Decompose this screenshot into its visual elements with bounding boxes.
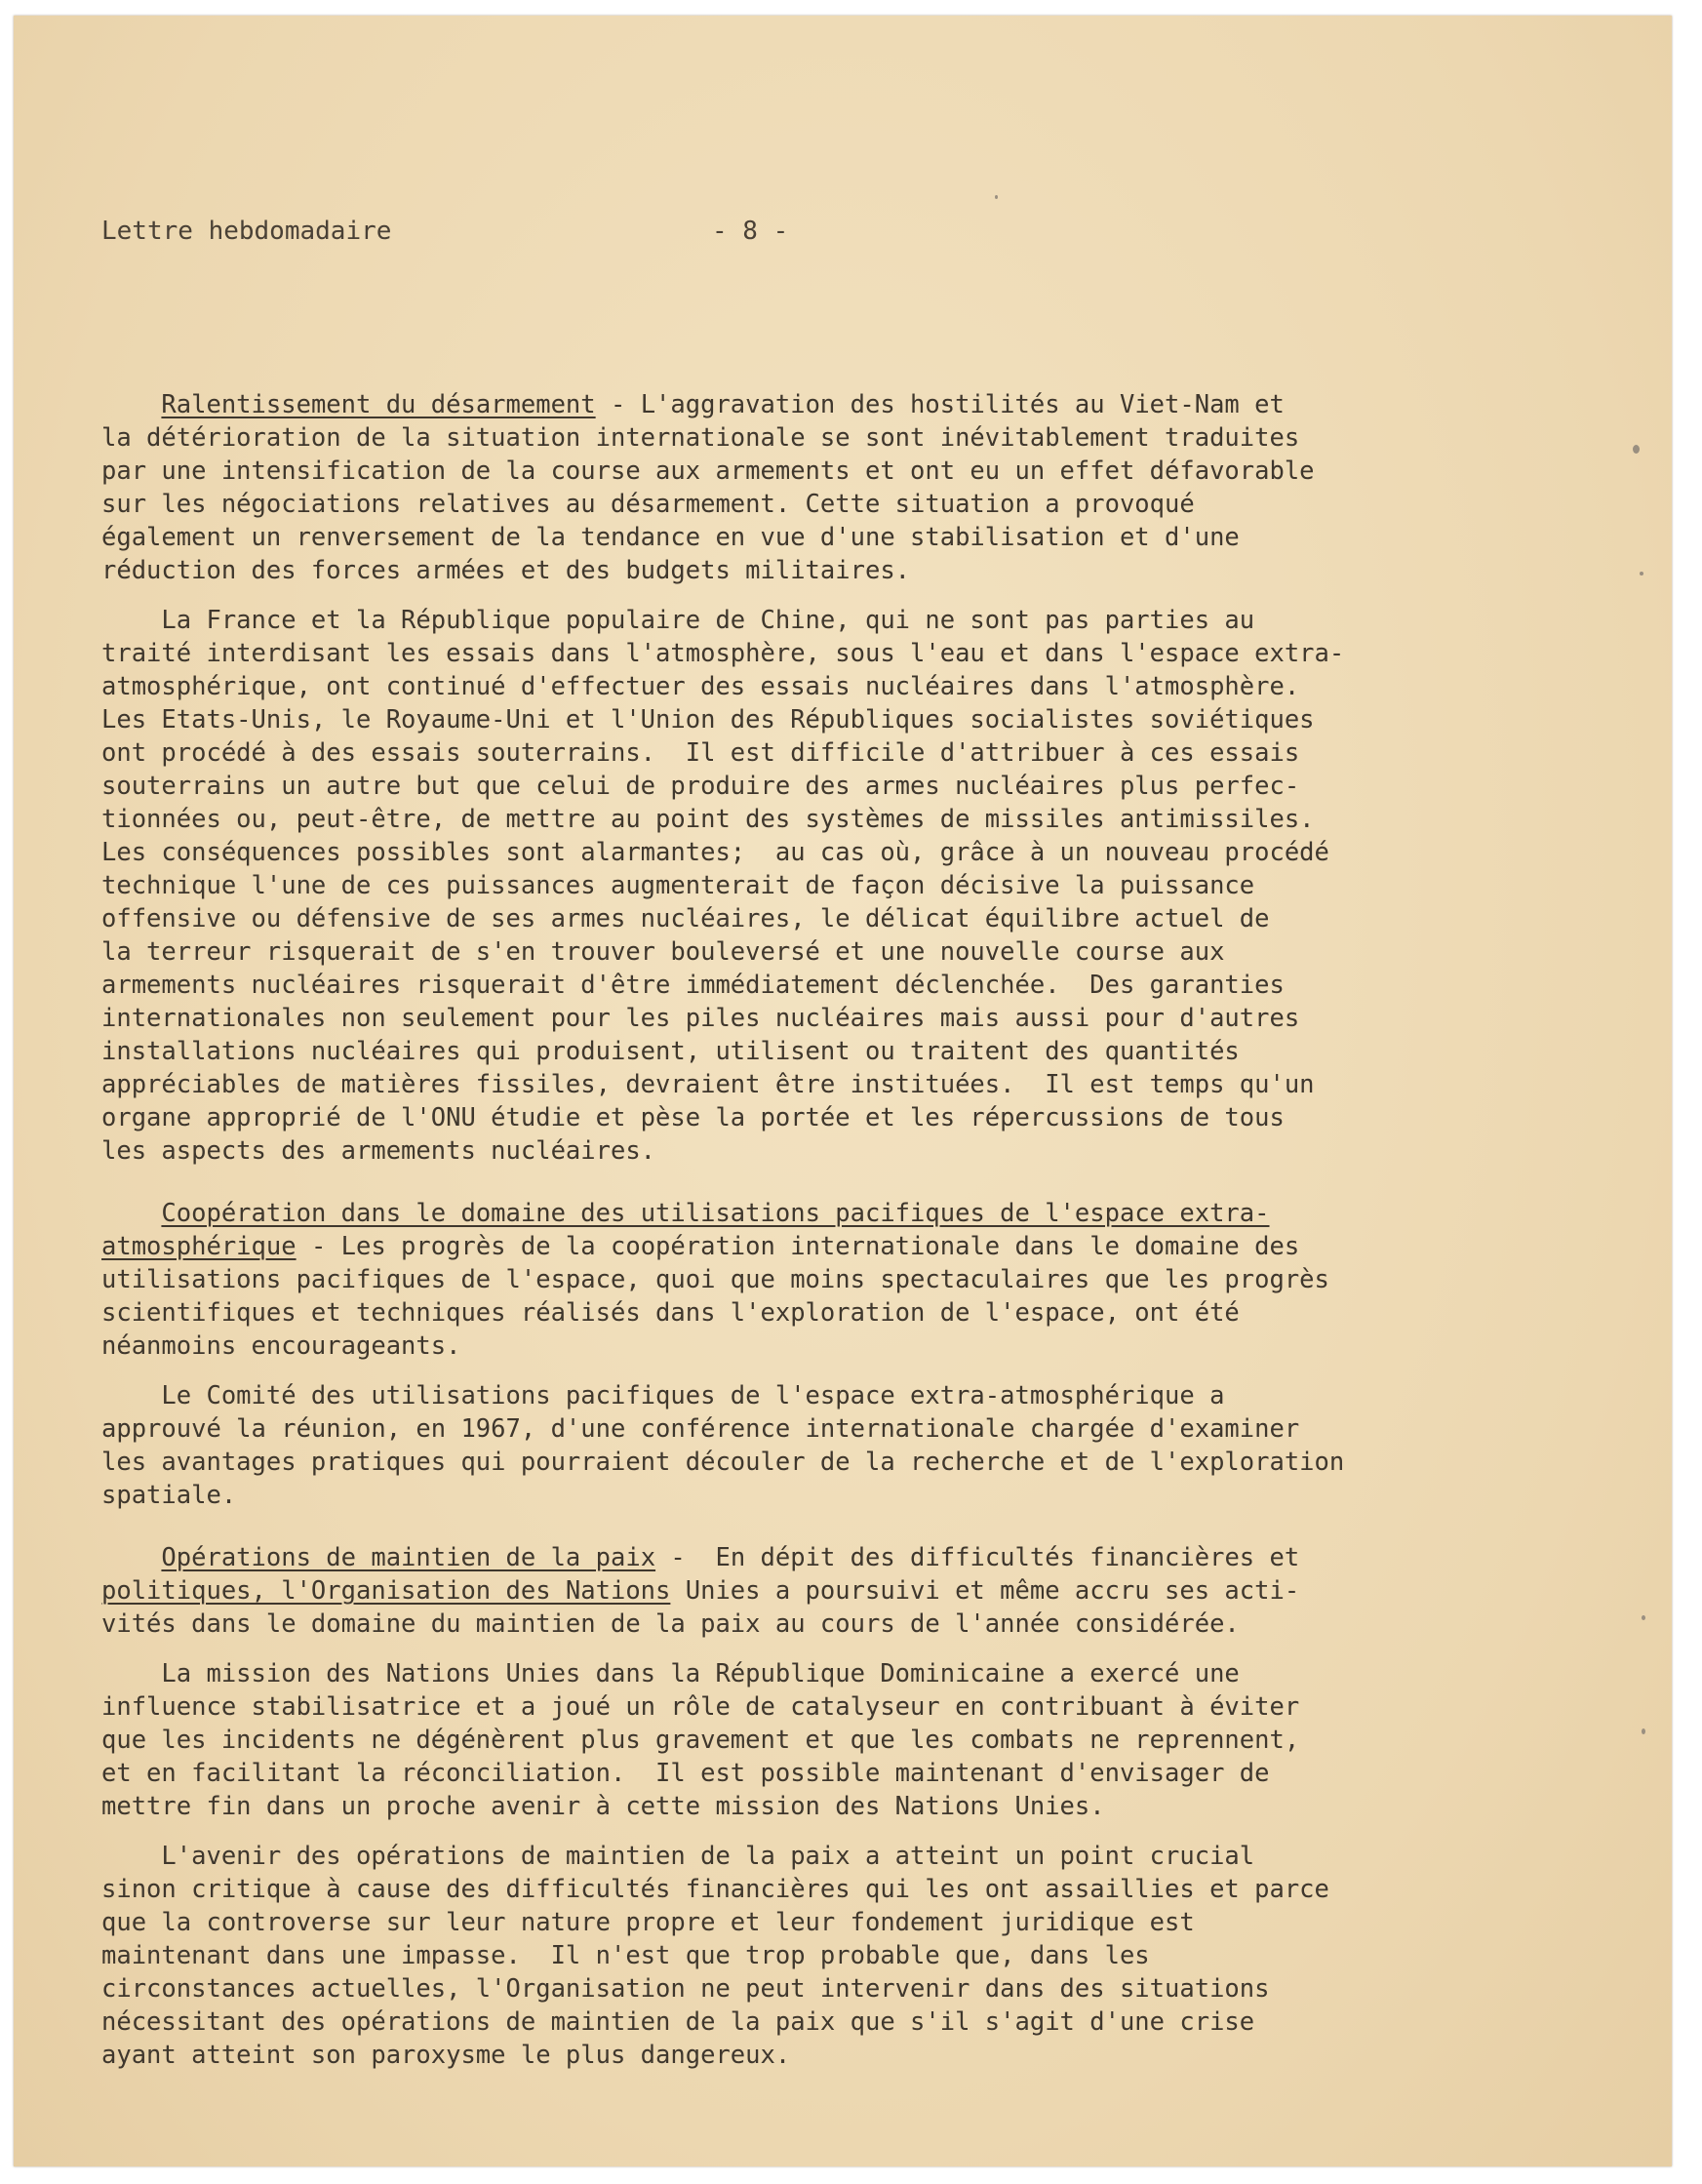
paragraph-comite: Le Comité des utilisations pacifiques de l'espace extra-atmosphérique a approuvé la réunion, en 1967, d'une conférence internationale chargée d'examiner les avantages pratiques qui pourraient découler de la recherche et de l'exploration spatiale.: [101, 1381, 1345, 1510]
paragraph-avenir-operations: L'avenir des opérations de maintien de la paix a atteint un point crucial sinon critique à cause des difficultés financières qui les ont assaillies et parce que la controverse sur leur nature propre et leur fondement juridique est maintenant dans une impasse. Il n'est que trop probable que, dans les circonstances actuelles, l'Organisation ne peut intervenir dans des situations nécessitant des opérations de maintien de la paix que s'il s'agit d'une crise ayant atteint son paroxysme le plus dangereux.: [101, 1842, 1329, 2070]
paper-mark: [1640, 572, 1643, 576]
section-heading-espace: Coopération dans le domaine des utilisations pacifiques de l'espace extra-: [161, 1199, 1270, 1228]
header-title: Lettre hebdomadaire: [101, 217, 392, 246]
paper-mark: [995, 195, 998, 199]
section-heading-maintien-paix: Opérations de maintien de la paix: [161, 1543, 656, 1572]
paragraph-mission-dominicaine: La mission des Nations Unies dans la République Dominicaine a exercé une influence stabilisatrice et a joué un rôle de catalyseur en contribuant à éviter que les incidents ne dégénèrent plus gravement et que les combats ne reprennent, et en facilitant la réconciliation. Il est possible maintenant d'envisager de mettre fin dans un proche avenir à cette mission des Nations Unies.: [101, 1659, 1300, 1821]
paragraph-essais-nucleaires: La France et la République populaire de Chine, qui ne sont pas parties au traité interdisant les essais dans l'atmosphère, sous l'eau et dans l'espace extra- atmosphérique, ont continué d'effectuer des essais nucléaires dans l'atmosphère. Les Etats-Unis, le Royaume-Uni et l'Union des Républiques socialistes soviétiques ont procédé à des essais souterrains. Il est difficile d'attribuer à ces essais souterrains un autre but que celui de produire des armes nucléaires plus perfec- tionnées ou, peut-être, de mettre au point des systèmes de missiles antimissiles. Les conséquences possibles sont alarmantes; au cas où, grâce à un nouveau procédé technique l'une de ces puissances augmenterait de façon décisive la puissance offensive ou défensive de ses armes nucléaires, le délicat équilibre actuel de la terreur risquerait de s'en trouver bouleversé et une nouvelle course aux armements nucléaires risquerait d'être immédiatement déclenchée. Des garanties internationales non seulement pour les piles nucléaires mais aussi pour d'autres installations nucléaires qui produisent, utilisent ou traitent des quantités appréciables de matières fissiles, devraient être instituées. Il est temps qu'un organe approprié de l'ONU étudie et pèse la portée et les répercussions de tous les aspects des armements nucléaires.: [101, 606, 1345, 1166]
paragraph-maintien-paix: Opérations de maintien de la paix - En dépit des difficultés financières et politiques, l'Organisation des Nations Unies a poursuivi et même accru ses acti- vités dans le domaine du maintien de la paix au cours de l'année considérée.: [101, 1543, 1300, 1639]
paper-mark: [1633, 445, 1640, 454]
paragraph-espace: Coopération dans le domaine des utilisations pacifiques de l'espace extra- atmosphérique - Les progrès de la coopération internationale dans le domaine des utilisations pacifiques de l'espace, quoi que moins spectaculaires que les progrès scientifiques et techniques réalisés dans l'exploration de l'espace, ont été néanmoins encourageants.: [101, 1199, 1329, 1361]
paper-mark: [1642, 1728, 1645, 1734]
paragraph-desarmement: Ralentissement du désarmement - L'aggravation des hostilités au Viet-Nam et la détérioration de la situation internationale se sont inévitablement traduites par une intensification de la course aux armements et ont eu un effet défavorable sur les négociations relatives au désarmement. Cette situation a provoqué également un renversement de la tendance en vue d'une stabilisation et d'une réduction des forces armées et des budgets militaires.: [101, 390, 1315, 585]
section-heading-desarmement: Ralentissement du désarmement: [161, 390, 596, 419]
document-body: [101, 388, 1467, 2088]
paper-mark: [1642, 1615, 1645, 1620]
page-number: - 8 -: [712, 217, 789, 246]
